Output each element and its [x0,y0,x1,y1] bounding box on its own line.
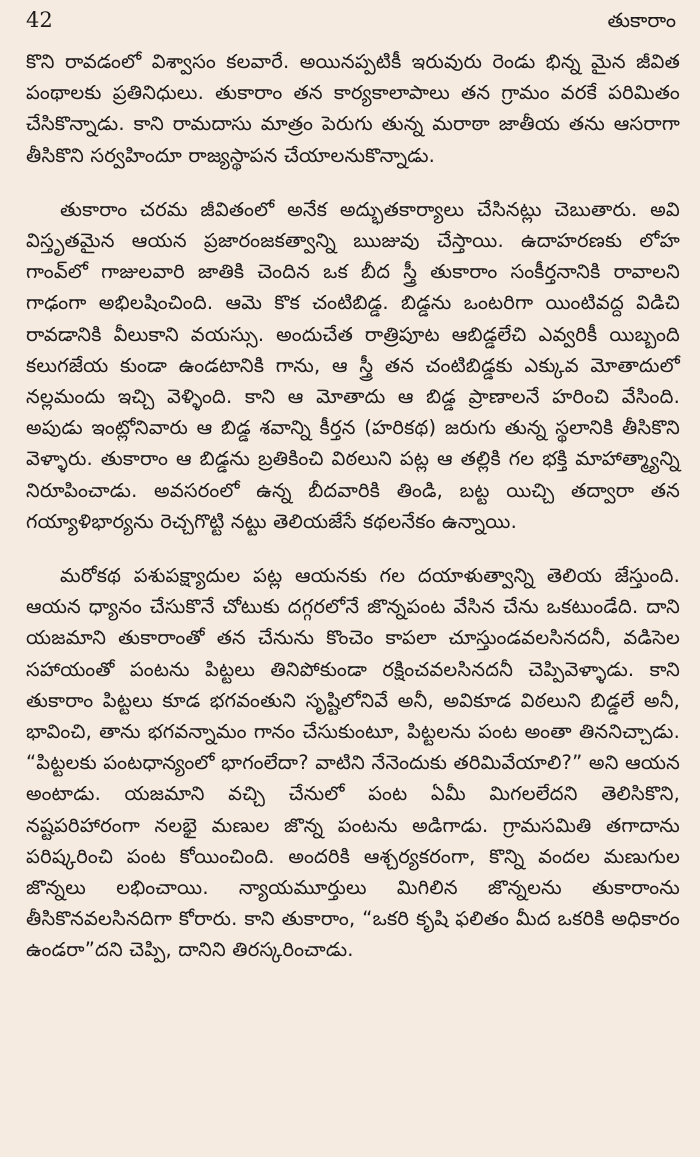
running-head [26,6,680,46]
page-number: 42 [26,8,53,32]
paragraph-1: కొని రావడంలో విశ్వాసం కలవారే. అయినప్పటికీ ఇరువురు రెండు భిన్న మైన జీవిత పంథాలకు ప్రతినిధులు. తుకారాం తన కార్యకాలాపాలు తన గ్రామం వరకే పరిమితం చేసికొన్నాడు. కాని రామదాసు మాత్రం పెరుగు తున్న మరాఠా జాతీయ తను ఆసరాగా తీసికొని సర్వహిందూ రాజ్యస్థాపన చేయాలనుకొన్నాడు. [26,50,680,167]
paragraph-3: మరోకథ పశుపక్ష్యాదుల పట్ల ఆయనకు గల దయాళుత్వాన్ని తెలియ జేస్తుంది. ఆయన ధ్యానం చేసుకొనే చోటుకు దగ్గరలోనే జొన్నపంట వేసిన చేను ఒకటుండేది. దాని యజమాని తుకారాంతో తన చేనును కొంచెం కాపలా చూస్తుండవలసినదనీ, వడిసెల సహాయంతో పంటను పిట్టలు తినిపోకుండా రక్షించవలసినదనీ చెప్పివెళ్ళాడు. కాని తుకారాం పిట్టలు కూడ భగవంతుని సృష్టిలోనివే అనీ, అవికూడ విఠలుని బిడ్డలే అనీ, భావించి, తాను భగవన్నామం గానం చేసుకుంటూ, పిట్టలను పంట అంతా తిననిచ్చాడు. “పిట్టలకు పంటధాన్యంలో భాగంలేదా? వాటిని నేనెందుకు తరిమివేయాలి?” అని ఆయన అంటాడు. యజమాని వచ్చి చేనులో పంట ఏమీ మిగలలేదని తెలిసికొని, నష్టపరిహారంగా నలభై మణుల జొన్న పంటను అడిగాడు. గ్రామసమితి తగాదాను పరిష్కరించి పంట కోయించింది. అందరికి ఆశ్చర్యకరంగా, కొన్ని వందల మణుగుల జొన్నలు లభించాయి. న్యాయమూర్తులు మిగిలిన జొన్నలను తుకారాంను తీసికొనవలసినదిగా కోరారు. కాని తుకారాం, “ఒకరి కృషి ఫలితం మీద ఒకరికి అధికారం ఉండరా”దని చెప్పి, దానిని తిరస్కరించాడు. [26,564,680,962]
body-text [26,46,680,966]
running-title: తుకారాం [607,8,676,32]
paragraph-2: తుకారాం చరమ జీవితంలో అనేక అద్భుతకార్యాలు చేసినట్లు చెబుతారు. అవి విస్తృతమైన ఆయన ప్రజారంజకత్వాన్ని ఋజువు చేస్తాయి. ఉదాహరణకు లోహ గాంవ్‌లో గాజులవారి జాతికి చెందిన ఒక బీద స్త్రీ తుకారాం సంకీర్తనానికి రావాలని గాఢంగా అభిలషించింది. ఆమె కొక చంటిబిడ్డ. బిడ్డను ఒంటరిగా యింటివద్ద విడిచి రావడానికి వీలుకాని వయస్సు. అందుచేత రాత్రిపూట ఆబిడ్డలేచి ఎవ్వరికీ యిబ్బంది కలుగజేయ కుండా ఉండటానికి గాను, ఆ స్త్రీ తన చంటిబిడ్డకు ఎక్కువ మోతాదులో నల్లమందు ఇచ్చి వెళ్ళింది. కాని ఆ మోతాదు ఆ బిడ్డ ప్రాణాలనే హరించి వేసింది. అపుడు ఇంట్లోనివారు ఆ బిడ్డ శవాన్ని కీర్తన (హరికథ) జరుగు తున్న స్థలానికి తీసికొని వెళ్ళారు. తుకారాం ఆ బిడ్డను బ్రతికించి విఠలుని పట్ల ఆ తల్లికి గల భక్తి మాహాత్మ్యాన్ని నిరూపించాడు. అవసరంలో ఉన్న బీదవారికి తిండి, బట్ట యిచ్చి తద్వారా తన గయ్యాళిభార్యను రెచ్చగొట్టి నట్టు తెలియజేసే కథలనేకం ఉన్నాయి. [26,197,680,533]
